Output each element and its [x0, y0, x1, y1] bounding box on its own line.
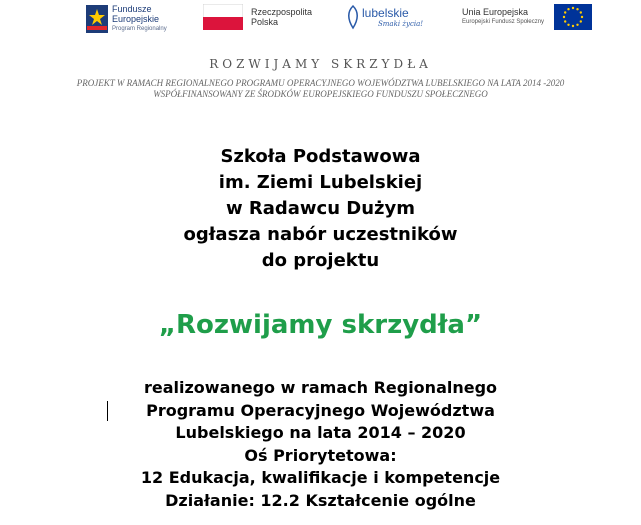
- logos-strip: [0, 0, 641, 40]
- header-sub-line2: WSPÓŁFINANSOWANY ZE ŚRODKÓW EUROPEJSKIEGO FUNDUSZU SPOŁECZNEGO: [153, 89, 488, 99]
- ue-line2: Europejski Fundusz Społeczny: [462, 19, 545, 25]
- lubelskie-leaf-icon: [346, 4, 360, 30]
- school-line: w Radawcu Dużym: [225, 198, 416, 219]
- rp-line2: Polska: [251, 17, 279, 27]
- school-line: im. Ziemi Lubelskiej: [218, 172, 423, 193]
- text-cursor: [107, 401, 108, 421]
- lubelskie-slogan: Smaki życia!: [378, 20, 424, 28]
- rp-line1: Rzeczpospolita: [251, 7, 313, 17]
- fundusze-europejskie-star-icon: [86, 5, 108, 33]
- lubelskie-name: lubelskie: [362, 6, 409, 20]
- details-line: 12 Edukacja, kwalifikacje i kompetencje: [140, 468, 501, 487]
- logo-fundusze-europejskie: [86, 4, 167, 34]
- logo-rzeczpospolita: [203, 4, 312, 30]
- polish-flag-icon: [203, 4, 243, 30]
- details-line: Oś Priorytetowa:: [244, 445, 397, 465]
- school-line: Szkoła Podstawowa: [220, 146, 421, 167]
- fe-line2: Europejskie: [112, 14, 160, 24]
- details-line: Działanie: 12.2 Kształcenie ogólne: [165, 490, 476, 510]
- logo-lubelskie: [346, 4, 423, 30]
- school-line: do projektu: [261, 250, 380, 271]
- fe-line1: Fundusze: [112, 4, 152, 14]
- logo-unia-europejska: [462, 4, 592, 30]
- details-line: Lubelskiego na lata 2014 – 2020: [175, 423, 466, 442]
- school-announcement: [0, 144, 641, 274]
- eu-flag-icon: [554, 4, 592, 30]
- ue-line1: Unia Europejska: [462, 7, 529, 17]
- header-subtitle: [10, 78, 631, 100]
- fe-line3: Program Regionalny: [112, 26, 167, 32]
- details-line: realizowanego w ramach Regionalnego: [143, 378, 498, 397]
- details-line: Programu Operacyjnego Województwa: [146, 400, 495, 420]
- project-name: „Rozwijamy skrzydła”: [158, 310, 483, 340]
- header-sub-line1: PROJEKT W RAMACH REGIONALNEGO PROGRAMU OPERACYJNEGO WOJEWÓDZTWA LUBELSKIEGO NA LATA 2014 -2020: [76, 78, 565, 88]
- header-title: ROZWIJAMY SKRZYDŁA: [209, 57, 432, 71]
- project-details: [0, 377, 641, 512]
- school-line: ogłasza nabór uczestników: [183, 224, 458, 245]
